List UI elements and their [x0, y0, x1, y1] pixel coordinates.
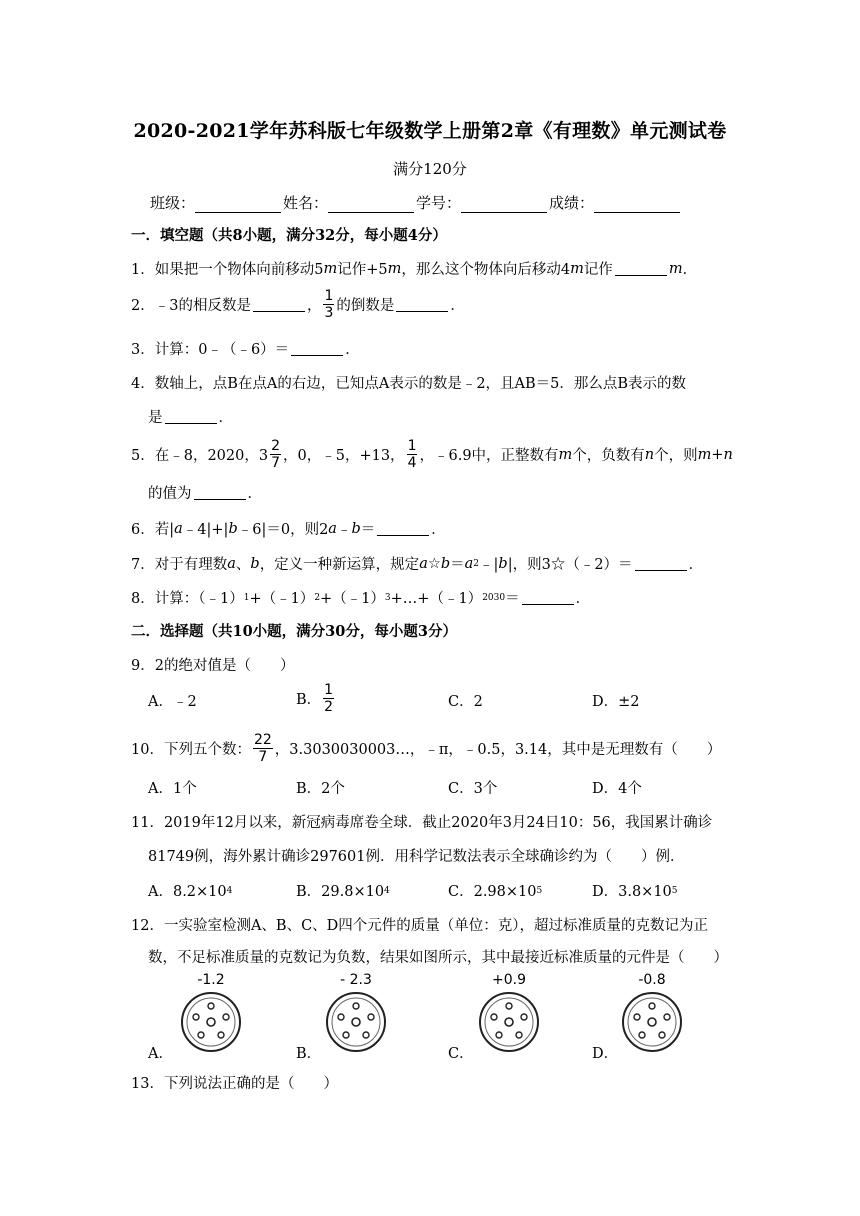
question-12-line-2: 数，不足标准质量的克数记为负数，结果如图所示，其中最接近标准质量的元件是（ ） [148, 950, 728, 966]
component-b-value: - 2.3 [340, 972, 372, 988]
q6-text: ﹣ [336, 522, 352, 538]
q7-var: b [250, 555, 260, 572]
question-11-line-2: 81749例，海外累计确诊297601例．用科学记数法表示全球确诊约为（ ）例． [148, 849, 685, 865]
q10-text: ，3.3030030003…，﹣π，﹣0.5，3.14，其中是无理数有（ ） [274, 742, 722, 758]
option-b[interactable]: B．2个 [296, 781, 345, 797]
q7-text: ﹣| [479, 557, 499, 573]
q6-text: 6．若| [131, 522, 175, 538]
q5-var: m [558, 446, 573, 463]
q6-var: b [351, 520, 361, 537]
question-10 [131, 732, 721, 765]
fraction-denominator: 4 [407, 455, 417, 471]
q7-text: ＝ [450, 557, 465, 573]
q5-var: m+n [697, 446, 733, 463]
component-d-value: -0.8 [638, 972, 666, 988]
answer-blank [396, 297, 448, 312]
question-9: 9．2的绝对值是（ ） [131, 658, 295, 674]
option-b[interactable] [296, 682, 336, 715]
answer-blank [377, 521, 429, 536]
q3-text: ． [345, 342, 360, 358]
id-blank [461, 196, 547, 213]
answer-blank [194, 485, 246, 500]
fraction-22-7 [253, 732, 273, 765]
option-b-label: B． [296, 692, 322, 708]
fraction-denominator: 2 [324, 699, 334, 715]
option-d-label: D．3.8×10 [592, 884, 672, 900]
component-c-value: +0.9 [492, 972, 526, 988]
score-blank [594, 196, 680, 213]
option-d[interactable]: D． [592, 1046, 619, 1062]
q7-text: ，定义一种新运算，规定 [259, 557, 420, 573]
q7-var: a [419, 555, 428, 572]
q6-text: ﹣4|+| [182, 522, 229, 538]
section-1-heading: 一．填空题（共8小题，满分32分，每小题4分） [131, 227, 447, 244]
option-a-label: A．8.2×10 [148, 884, 227, 900]
question-5-line-2 [148, 482, 262, 503]
q1-var: m [570, 260, 584, 277]
fraction-one-quarter [407, 438, 418, 471]
component-a-value: -1.2 [197, 972, 225, 988]
option-b[interactable]: B．29.8×10 4 [296, 880, 390, 901]
question-4-line-2 [148, 406, 233, 427]
answer-blank [522, 590, 574, 605]
q1-text: 1．如果把一个物体向前移动5 [131, 262, 324, 278]
question-13: 13．下列说法正确的是（ ） [131, 1076, 338, 1092]
q1-var: m [323, 260, 338, 277]
question-8: 8．计算：（﹣1） 1 +（﹣1） 2 +（﹣1） 3 +…+（﹣1） 2030 ＝ ． [131, 587, 590, 608]
student-info-row [150, 192, 682, 213]
q8-text: +（﹣1） [249, 591, 315, 607]
fraction-numerator: 1 [407, 438, 417, 454]
q5-text: 个，则 [654, 448, 698, 464]
q8-text: ＝ [505, 591, 520, 607]
question-12-line-1: 12．一实验室检测A、B、C、D四个元件的质量（单位：克），超过标准质量的克数记为正 [131, 918, 709, 934]
q5-text: ，0，﹣5，+13， [283, 448, 405, 464]
class-label: 班级： [150, 194, 196, 212]
name-label: 姓名： [283, 194, 329, 212]
q2-text: ． [450, 298, 465, 314]
q7-var: a [464, 555, 474, 572]
full-score: 满分120分 [393, 160, 467, 178]
answer-blank [253, 297, 305, 312]
q3-text: 3．计算：0﹣（﹣6）＝ [131, 342, 290, 358]
option-a[interactable]: A．8.2×10 4 [148, 880, 232, 901]
q1-var: m [668, 260, 683, 277]
fraction-denominator: 7 [271, 455, 280, 471]
id-label: 学号： [416, 194, 462, 212]
q7-text: |，则3☆（﹣2）＝ [507, 557, 633, 573]
option-c[interactable]: C． [448, 1046, 474, 1062]
fraction-numerator: 1 [324, 682, 334, 698]
q7-text: 、 [235, 557, 251, 573]
question-7: 7．对于有理数 a 、 b ，定义一种新运算，规定 a ☆ b ＝ a 2 ﹣| b |，则3☆（﹣2）＝ ． [131, 553, 703, 574]
q1-var: m [387, 260, 402, 277]
q7-text: ☆ [427, 555, 441, 572]
fraction-numerator: 1 [324, 288, 334, 304]
q1-text: ． [682, 262, 698, 278]
component-d-icon [620, 990, 684, 1054]
question-3 [131, 338, 360, 359]
score-label: 成绩： [549, 194, 595, 212]
q1-text: 记作+5 [337, 262, 388, 278]
q7-text: 7．对于有理数 [131, 557, 228, 573]
q6-text: ﹣6|＝0，则2 [237, 522, 329, 538]
question-6 [131, 518, 446, 539]
q4-text: ． [218, 410, 233, 426]
q8-text: ． [575, 591, 591, 607]
page-title: 2020-2021学年苏科版七年级数学上册第2章《有理数》单元测试卷 [133, 120, 727, 142]
q2-text: 的倒数是 [336, 298, 395, 314]
q7-var: b [440, 555, 451, 572]
question-9-options [148, 682, 708, 724]
component-d-figure [617, 972, 687, 1062]
component-b-figure [321, 972, 391, 1062]
answer-blank [291, 341, 343, 356]
q2-text: ， [306, 298, 322, 314]
q5-var: n [644, 446, 655, 463]
q8-text: 8．计算：（﹣1） [131, 591, 244, 607]
q1-text: 记作 [583, 262, 613, 278]
question-11-options [148, 880, 708, 902]
fraction-one-half [323, 682, 334, 715]
question-10-options [148, 777, 708, 799]
q1-text: ，那么这个物体向后移动4 [401, 262, 571, 278]
component-b-icon [324, 990, 388, 1054]
component-a-icon [179, 990, 243, 1054]
q7-var: b [498, 555, 508, 572]
option-d[interactable]: D．4个 [592, 781, 642, 797]
name-blank [328, 196, 414, 213]
fraction-numerator: 22 [253, 732, 272, 748]
fraction-one-third [323, 288, 334, 321]
option-b[interactable]: B． [296, 1046, 322, 1062]
q8-text: +（﹣1） [320, 591, 385, 607]
q6-var: a [328, 520, 337, 537]
option-d[interactable]: D．±2 [592, 694, 640, 710]
answer-blank [165, 409, 217, 424]
fraction-denominator: 3 [324, 305, 334, 321]
q7-text: ． [688, 557, 704, 573]
q10-text: 10．下列五个数： [131, 742, 251, 758]
component-c-icon [477, 990, 541, 1054]
question-4-line-1: 4．数轴上，点B在点A的右边，已知点A表示的数是﹣2，且AB＝5．那么点B表示的数 [131, 376, 687, 392]
option-d[interactable]: D．3.8×10 5 [592, 880, 678, 901]
answer-blank [615, 261, 667, 276]
question-5-line-1 [131, 438, 733, 471]
fraction-numerator: 2 [271, 438, 280, 454]
class-blank [195, 196, 281, 213]
q7-var: a [227, 555, 236, 572]
q6-text: ＝ [360, 522, 376, 538]
q6-var: a [174, 520, 183, 537]
component-c-figure [474, 972, 544, 1062]
q5-text: ． [247, 486, 262, 502]
question-1 [131, 258, 697, 279]
option-c-label: C．2.98×10 [448, 884, 537, 900]
option-c[interactable]: C．2.98×10 5 [448, 880, 542, 901]
option-c[interactable]: C．3个 [448, 781, 498, 797]
q2-text: 2．﹣3的相反数是 [131, 298, 251, 314]
q6-var: b [228, 520, 238, 537]
option-c[interactable]: C．2 [448, 694, 483, 710]
q6-text: ． [431, 522, 446, 538]
option-a[interactable]: A． [148, 1046, 173, 1062]
q5-text: 的值为 [148, 486, 192, 502]
answer-blank [635, 556, 687, 571]
fraction-denominator: 7 [258, 749, 268, 765]
question-2 [131, 288, 465, 321]
q5-text: ，﹣6.9中，正整数有 [419, 448, 559, 464]
fraction-two-sevenths [270, 438, 281, 471]
component-a-figure [176, 972, 246, 1062]
q8-text: +…+（﹣1） [390, 591, 483, 607]
q5-text: 5．在﹣8，2020，3 [131, 448, 269, 464]
question-11-line-1: 11．2019年12月以来，新冠病毒席卷全球．截止2020年3月24日10：56，我国累计确诊 [131, 815, 713, 831]
section-2-heading: 二．选择题（共10小题，满分30分，每小题3分） [131, 623, 457, 640]
q4-text: 是 [148, 410, 163, 426]
option-a[interactable]: A．﹣2 [148, 694, 197, 710]
option-a[interactable]: A．1个 [148, 781, 197, 797]
option-b-label: B．29.8×10 [296, 884, 385, 900]
q5-text: 个，负数有 [572, 448, 645, 464]
